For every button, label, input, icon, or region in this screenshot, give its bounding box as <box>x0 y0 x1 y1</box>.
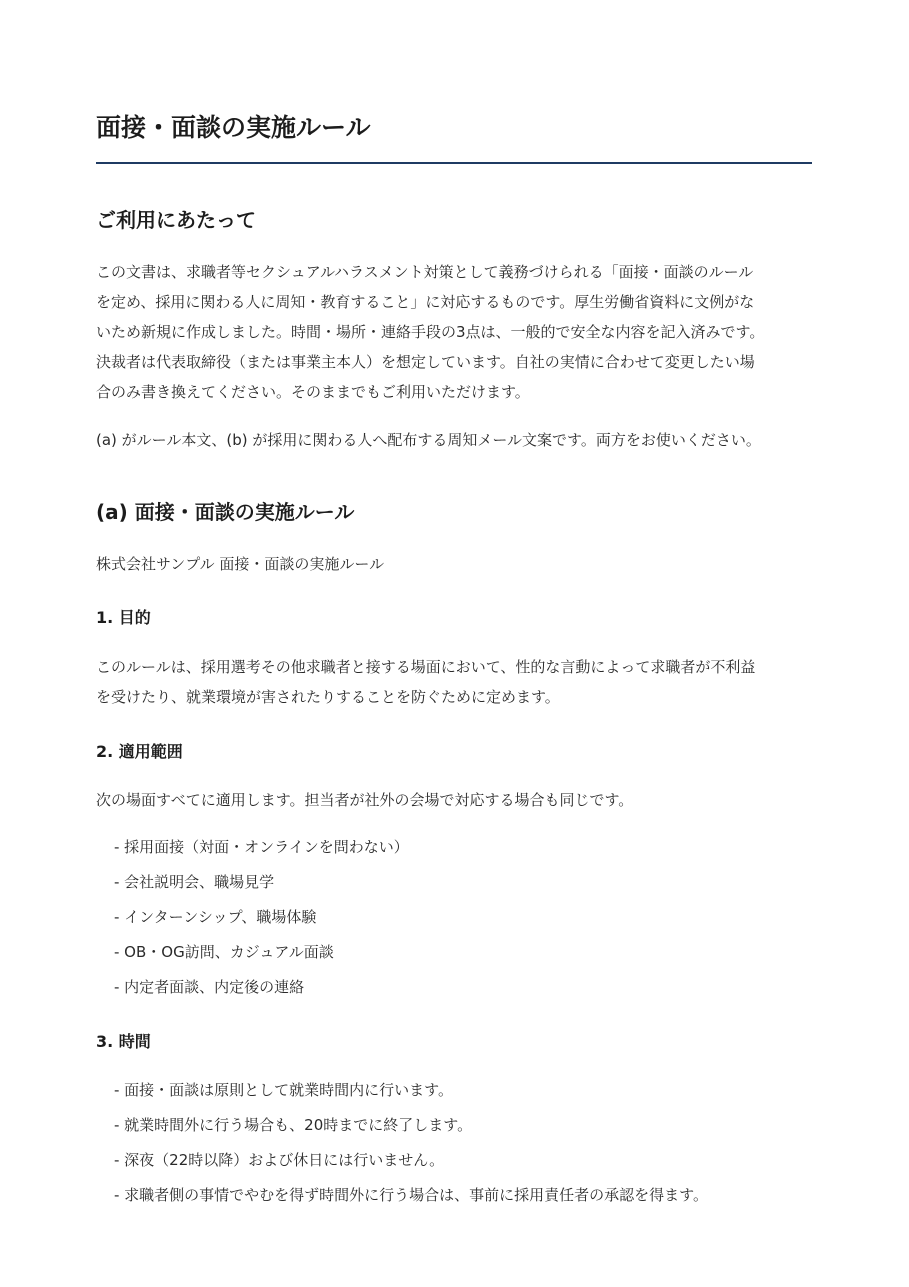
usage-paragraph <box>96 257 764 407</box>
list-item: - 内定者面談、内定後の連絡 <box>114 978 305 996</box>
rules-heading: (a) 面接・面談の実施ルール <box>96 500 355 524</box>
purpose-line: を受けたり、就業環境が害されたりすることを防ぐために定めます。 <box>96 688 560 706</box>
list-item: - 採用面接（対面・オンラインを問わない） <box>114 838 409 856</box>
scope-heading: 2. 適用範囲 <box>96 742 183 761</box>
time-list <box>114 1073 708 1213</box>
purpose-heading: 1. 目的 <box>96 608 151 627</box>
usage-heading: ご利用にあたって <box>96 208 256 232</box>
usage-line: 決裁者は代表取締役（または事業主本人）を想定しています。自社の実情に合わせて変更したい場 <box>96 353 755 371</box>
purpose-paragraph <box>96 652 755 712</box>
usage-note: (a) がルール本文、(b) が採用に関わる人へ配布する周知メール文案です。両方をお使いください。 <box>96 431 761 449</box>
list-item: - 面接・面談は原則として就業時間内に行います。 <box>114 1081 453 1099</box>
list-item: - 会社説明会、職場見学 <box>114 873 275 891</box>
usage-line: 合のみ書き換えてください。そのままでもご利用いただけます。 <box>96 383 530 401</box>
list-item: - OB・OG訪問、カジュアル面談 <box>114 943 334 961</box>
scope-intro: 次の場面すべてに適用します。担当者が社外の会場で対応する場合も同じです。 <box>96 791 634 809</box>
title-divider <box>96 162 812 164</box>
purpose-line: このルールは、採用選考その他求職者と接する場面において、性的な言動によって求職者が不利益 <box>96 658 756 676</box>
usage-line: を定め、採用に関わる人に周知・教育すること」に対応するものです。厚生労働省資料に文例がな <box>96 293 755 311</box>
list-item: - 就業時間外に行う場合も、20時までに終了します。 <box>114 1116 473 1134</box>
list-item: - インターンシップ、職場体験 <box>114 908 317 926</box>
usage-line: いため新規に作成しました。時間・場所・連絡手段の3点は、一般的で安全な内容を記入済みです。 <box>96 323 765 341</box>
scope-list <box>114 830 409 1005</box>
list-item: - 求職者側の事情でやむを得ず時間外に行う場合は、事前に採用責任者の承認を得ます。 <box>114 1186 708 1204</box>
rules-subtitle: 株式会社サンプル 面接・面談の実施ルール <box>96 555 385 573</box>
list-item: - 深夜（22時以降）および休日には行いません。 <box>114 1151 445 1169</box>
usage-line: この文書は、求職者等セクシュアルハラスメント対策として義務づけられる「面接・面談のルール <box>96 263 754 281</box>
document-title: 面接・面談の実施ルール <box>96 113 371 142</box>
time-heading: 3. 時間 <box>96 1032 151 1051</box>
